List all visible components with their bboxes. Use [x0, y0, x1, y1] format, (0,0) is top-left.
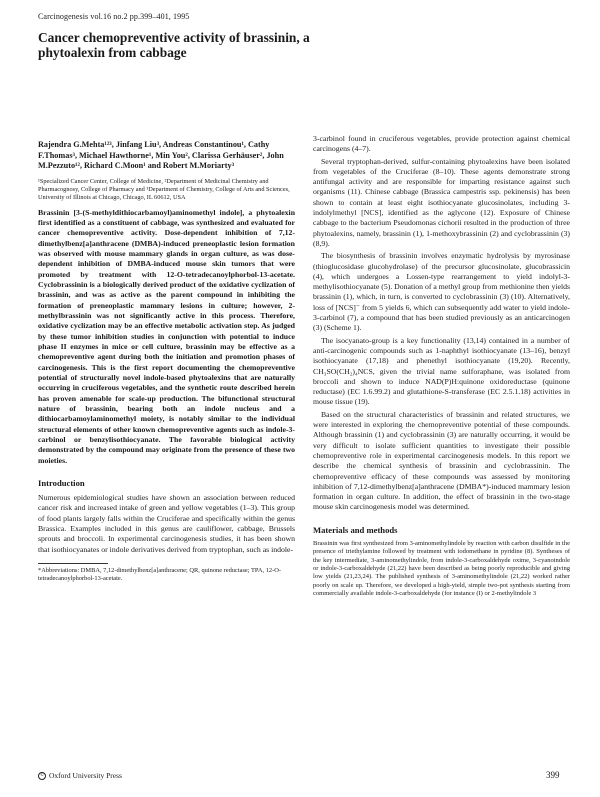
- intro-continuation-paragraph: 3-carbinol found in cruciferous vegetables, provide protection against chemical carcinogens (4–7).: [313, 134, 570, 154]
- copyright-icon: ©: [38, 772, 46, 780]
- journal-citation: Carcinogenesis vol.16 no.2 pp.399–401, 1995: [38, 12, 190, 21]
- article-title: Cancer chemopreventive activity of brassinin, a phytoalexin from cabbage: [38, 30, 310, 60]
- publisher-line: [38, 771, 122, 780]
- right-column: [313, 134, 570, 599]
- study-aim-paragraph: Based on the structural characteristics of brassinin and related structures, we were interested in exploring the chemopreventive potential of these compounds. Although brassinin (1) and cyclobrassinin (3) are naturally occurring, it would be very difficult to isolate sufficient quantities to investigate their possible chemopreventive role in experimental carcinogenesis models. In this report we describe the chemical synthesis of brassinin and cyclobrassinin. The chemopreventive efficacy of these compounds was assessed by monitoring inhibition of 7,12-dimethylbenz[a]anthracene (DMBA*)-induced mammary lesion formation in organ culture. In addition, the effect of brassinin in the two-stage mouse skin carcinogenesis model was determined.: [313, 409, 570, 512]
- isocyanato-paragraph: The isocyanato-group is a key functionality (13,14) contained in a number of anti-carcinogenic compounds such as 1-naphthyl isothiocyanate (13–16), benzyl isothiocyanate (17,18) and phenethyl isothiocyanate (19,20). Recently, CH₃SO(CH₂)₄NCS, given the trivial name sulforaphane, was isolated from broccoli and shown to induce NAD(P)H:quinone oxidoreductase (quinone reductase) (EC 1.6.99.2) and glutathione-S-transferase (EC 2.5.1.18) activities in mouse tissue (19).: [313, 335, 570, 407]
- publisher-name: Oxford University Press: [49, 771, 122, 780]
- abbreviations-footnote: *Abbreviations: DMBA, 7,12-dimethylbenz[a]anthracene; QR, quinone reductase; TPA, 12-O-tetradecanoylphorbol-13-acetate.: [38, 566, 281, 582]
- author-list: Rajendra G.Mehta¹²³, Jinfang Liu³, Andreas Constantinou¹, Cathy F.Thomas³, Michael Hawthorne¹, Min You², Clarissa Gerhäuser², John M.Pezzuto¹², Richard C.Moon¹ and Robert M.Moriarty³: [38, 140, 284, 171]
- abstract: Brassinin [3-(S-methyldithiocarbamoyl)aminomethyl indole], a phytoalexin first identified as a constituent of cabbage, was synthesized and evaluated for cancer chemopreventive activity. Dose-dependent inhibition of 7,12-dimethylbenz[a]anthracene (DMBA)-induced preneoplastic lesion formation was observed with mouse mammary glands in organ culture, as was dose-dependent inhibition of DMBA-induced mouse skin tumors that were promoted by treatment with 12-O-tetradecanoylphorbol-13-acetate. Cyclobrassinin is a biologically derived product of the oxidative cyclization of brassinin, and was as active as the parent compound in inhibiting the formation of preneoplastic mammary lesions in culture; however, 2-methylbrassinin was not significantly active in this process. Therefore, oxidative cyclization may be an effective metabolic activation step. As judged by these tumor inhibition studies in conjunction with potential to induce phase II enzymes in mice or cell culture, brassinin may be effective as a chemopreventive agent during both the initiation and promotion phases of carcinogenesis. This is the first report documenting the chemopreventive potential of structurally novel indole-based phytoalexins that are naturally occurring in cruciferous vegetables, and the synthetic route described herein has proven amenable for scale-up production. The bifunctional structural nature of brassinin, bearing both an indole nucleus and a dithiocarbamoylaminomethyl moiety, is notably similar to the individual structural elements of other known chemopreventive agents such as indole-3-carbinol or benzylisothiocyanate. The favorable biological activity demonstrated by the compound may originate from the presence of these two moieties.: [38, 207, 295, 465]
- introduction-heading: Introduction: [38, 478, 85, 489]
- left-column: [38, 140, 295, 582]
- methods-paragraph: Brassinin was first synthesized from 3-aminomethylindole by reaction with carbon disulfide in the presence of triethylamine followed by treatment with iodomethane in pyridine (8). Syntheses of the key intermediate, 3-aminomethylindole, from indole-3-carboxaldehyde oxime, 3-cyanoindole or indole-3-carboxaldehyde (21,22) have been described as being poorly reproducible and giving low yields (21,23,24). The published synthesis of 3-aminomethylindole (21,22) worked rather poorly on scale up. Therefore, we developed a high-yield, simple two-pot synthesis starting from commercially available indole-3-carboxaldehyde (for instance (I) or 2-methylindole 3: [313, 539, 570, 598]
- phytoalexin-paragraph: Several tryptophan-derived, sulfur-containing phytoalexins have been isolated from vegetables of the Cruciferae (8–10). These agents demonstrate strong antifungal activity and are responsible for imparting resistance against such organisms (11). Chinese cabbage (Brassica campestris ssp. pekinensis) has been shown to contain at least eight isothiocyanate glucosinolates, including 3-indolylmethyl [NCS], identified as the aglycone (12). Exposure of Chinese cabbage to the bacterium Pseudomonas cichorii resulted in the production of three phytoalexins, namely, brassinin (1), 1-methoxybrassinin (2) and cyclobrassinin (3) (8,9).: [313, 156, 570, 248]
- methods-heading: Materials and methods: [313, 524, 398, 535]
- introduction-paragraph: Numerous epidemiological studies have shown an association between reduced cancer risk and increased intake of green and yellow vegetables (1–3). This group of food plants largely falls within the Cruciferae and specifically within the genus Brassica. Examples included in this genus are cauliflower, cabbage, Brussels sprouts and broccoli. In experimental carcinogenesis studies, it has been shown that isothiocyanates or indole derivatives derived from tryptophan, such as indole-: [38, 493, 295, 554]
- page-number: 399: [546, 770, 560, 780]
- affiliation: ¹Specialized Cancer Center, College of Medicine, ²Department of Medicinal Chemistry and Pharmacognosy, College of Pharmacy and ³Department of Chemistry, College of Arts and Sciences, University of Illinois at Chicago, Chicago, IL 60612, USA: [38, 178, 290, 201]
- footnote-divider: [38, 563, 108, 564]
- biosynthesis-paragraph: The biosynthesis of brassinin involves enzymatic hydrolysis by myrosinase (thioglucosidase glucohydrolase) of the precursor glucosinolate, glucobrassicin (4), which undergoes a Lossen-type rearrangement to yield indolyl-3-methylisothiocyanate (5). Donation of a methyl group from methionine then yields brassinin (1), which, in turn, is converted to cyclobrassinin (3) (10). Alternatively, loss of [NCS]⁻ from 5 yields 6, which can subsequently add water to yield indole-3-carbinol (7), a compound that has been studied previously as an anticarcinogen (3) (Scheme 1).: [313, 251, 570, 333]
